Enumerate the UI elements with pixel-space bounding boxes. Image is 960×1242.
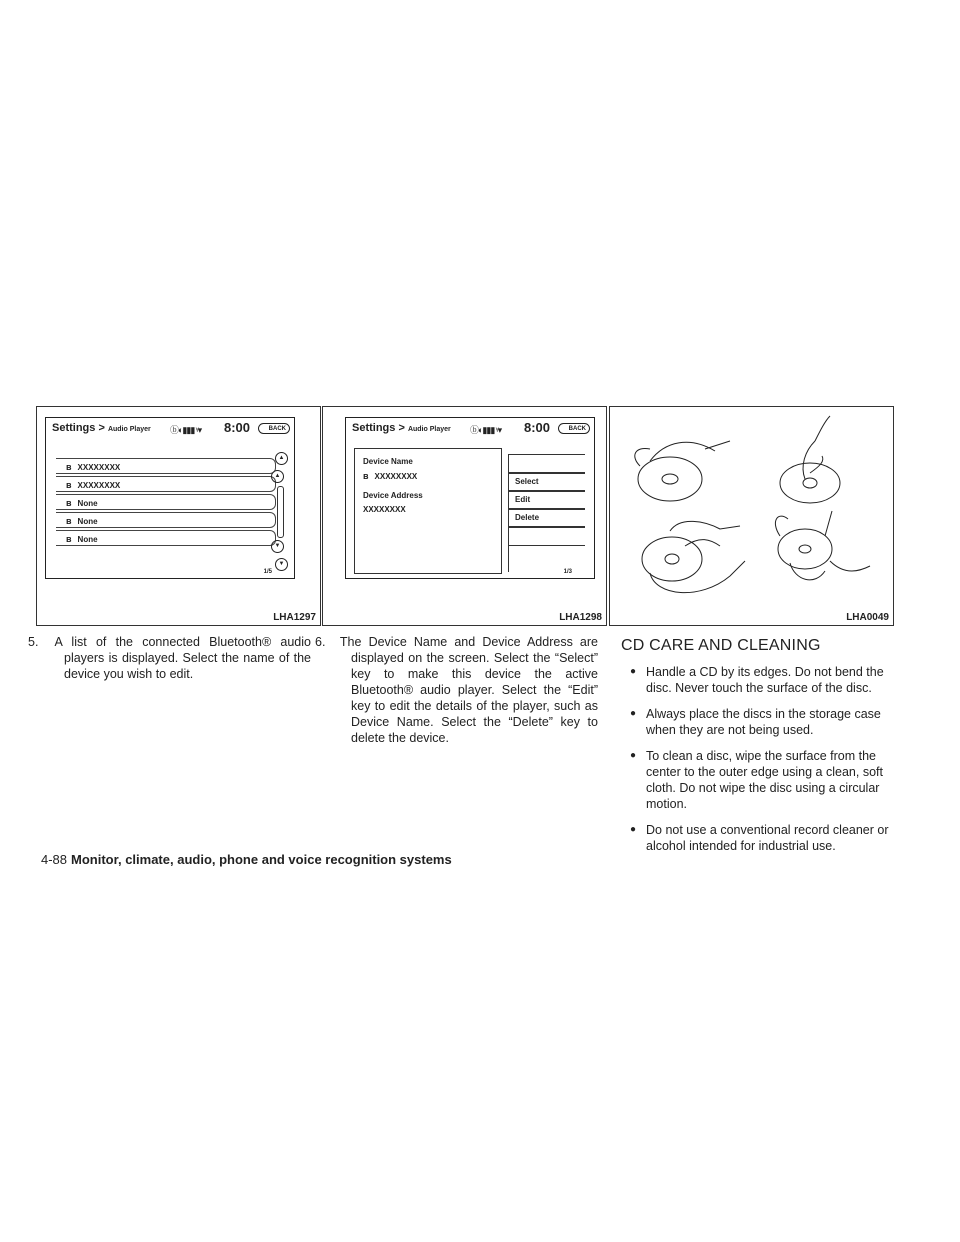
bullet-icon: ●: [630, 824, 637, 835]
figure-cd-handling: [609, 406, 894, 626]
list-item[interactable]: ʙ None: [56, 530, 276, 546]
scroll-up-icon[interactable]: ▲: [271, 470, 284, 483]
clock: 8:00: [524, 420, 551, 435]
screen-device-details: [345, 417, 595, 579]
figure-device-list: [36, 406, 321, 626]
menu-item-blank: [509, 454, 585, 474]
page-indicator: 1/3: [563, 569, 572, 575]
clock: 8:00: [224, 420, 251, 435]
delete-button[interactable]: Delete: [509, 508, 585, 528]
step-6-caption: 6. The Device Name and Device Address are displayed on the screen. Select the “Select” key to make this device the active Bluetooth® audio player. Select the “Edit” key to edit the details of the player, such as Device Name. Select the “Delete” key to delete the device.: [315, 635, 599, 745]
device-name-label: Device Name: [363, 457, 413, 466]
figure-device-details: [322, 406, 607, 626]
back-button[interactable]: BACK: [558, 423, 590, 434]
list-item[interactable]: ʙ XXXXXXXX: [56, 476, 276, 492]
step-5-caption: 5. A list of the connected Bluetooth® audio players is displayed. Select the name of the device you wish to edit.: [28, 635, 311, 681]
bluetooth-icon: ʙ: [66, 534, 72, 544]
page-up-icon[interactable]: ▲: [275, 452, 288, 465]
bluetooth-icon: ʙ: [363, 471, 369, 481]
list-item: ● Handle a CD by its edges. Do not bend the disc. Never touch the surface of the disc.: [630, 665, 884, 695]
screen-header: [346, 418, 594, 440]
scrollbar[interactable]: [277, 486, 284, 538]
bluetooth-icon: ʙ: [66, 462, 72, 472]
device-address-label: Device Address: [363, 491, 423, 500]
screen-device-list: [45, 417, 295, 579]
bullet-list: [628, 664, 898, 864]
page-indicator: 1/5: [263, 569, 272, 575]
step-text: The Device Name and Device Address are displayed on the screen. Select the “Select” key to make this device the active Bluetooth® audio player. Select the “Edit” key to edit the details of the player, such as Device Name. Select the “Delete” key to delete the device.: [339, 635, 599, 745]
list-item[interactable]: ʙ None: [56, 494, 276, 510]
list-item[interactable]: ʙ XXXXXXXX: [56, 458, 276, 474]
page-number: 4-88: [41, 852, 68, 867]
chapter-title: Monitor, climate, audio, phone and voice recognition systems: [71, 852, 452, 867]
scroll-down-icon[interactable]: ▼: [271, 540, 284, 553]
menu-item-blank: [509, 526, 585, 546]
screen-title: Settings > Audio Player: [52, 422, 151, 434]
list-item: ● To clean a disc, wipe the surface from the center to the outer edge using a clean, soft cloth. Do not wipe the disc using a circular motion.: [630, 749, 883, 811]
device-detail-panel: [354, 448, 502, 574]
select-button[interactable]: Select: [509, 472, 585, 492]
section-title: CD CARE AND CLEANING: [621, 637, 821, 654]
status-icons: ⓑ◐▮▮▮ ᵞ▾: [470, 425, 502, 435]
bluetooth-icon: ʙ: [66, 498, 72, 508]
step-text: A list of the connected Bluetooth® audio players is displayed. Select the name of the device you wish to edit.: [54, 635, 311, 681]
edit-button[interactable]: Edit: [509, 490, 585, 510]
figure-code: LHA1297: [273, 612, 316, 623]
device-name-value: ʙ XXXXXXXX: [363, 471, 418, 481]
page-footer: [41, 852, 452, 867]
screen-title: Settings > Audio Player: [352, 422, 451, 434]
list-item[interactable]: ʙ None: [56, 512, 276, 528]
screen-header: [46, 418, 294, 440]
bullet-icon: ●: [630, 750, 637, 761]
bullet-icon: ●: [630, 666, 637, 677]
action-menu: [508, 454, 585, 572]
bluetooth-icon: ʙ: [66, 516, 72, 526]
page-down-icon[interactable]: ▼: [275, 558, 288, 571]
figure-code: LHA1298: [559, 612, 602, 623]
figure-code: LHA0049: [846, 612, 889, 623]
bluetooth-icon: ʙ: [66, 480, 72, 490]
status-icons: ⓑ◐▮▮▮ ᵞ▾: [170, 425, 202, 435]
list-item: ● Do not use a conventional record cleaner or alcohol intended for industrial use.: [630, 823, 889, 853]
back-button[interactable]: BACK: [258, 423, 290, 434]
cd-handling-illustration: [610, 411, 893, 611]
bullet-icon: ●: [630, 708, 637, 719]
list-item: ● Always place the discs in the storage case when they are not being used.: [630, 707, 881, 737]
device-address-value: XXXXXXXX: [363, 505, 406, 514]
